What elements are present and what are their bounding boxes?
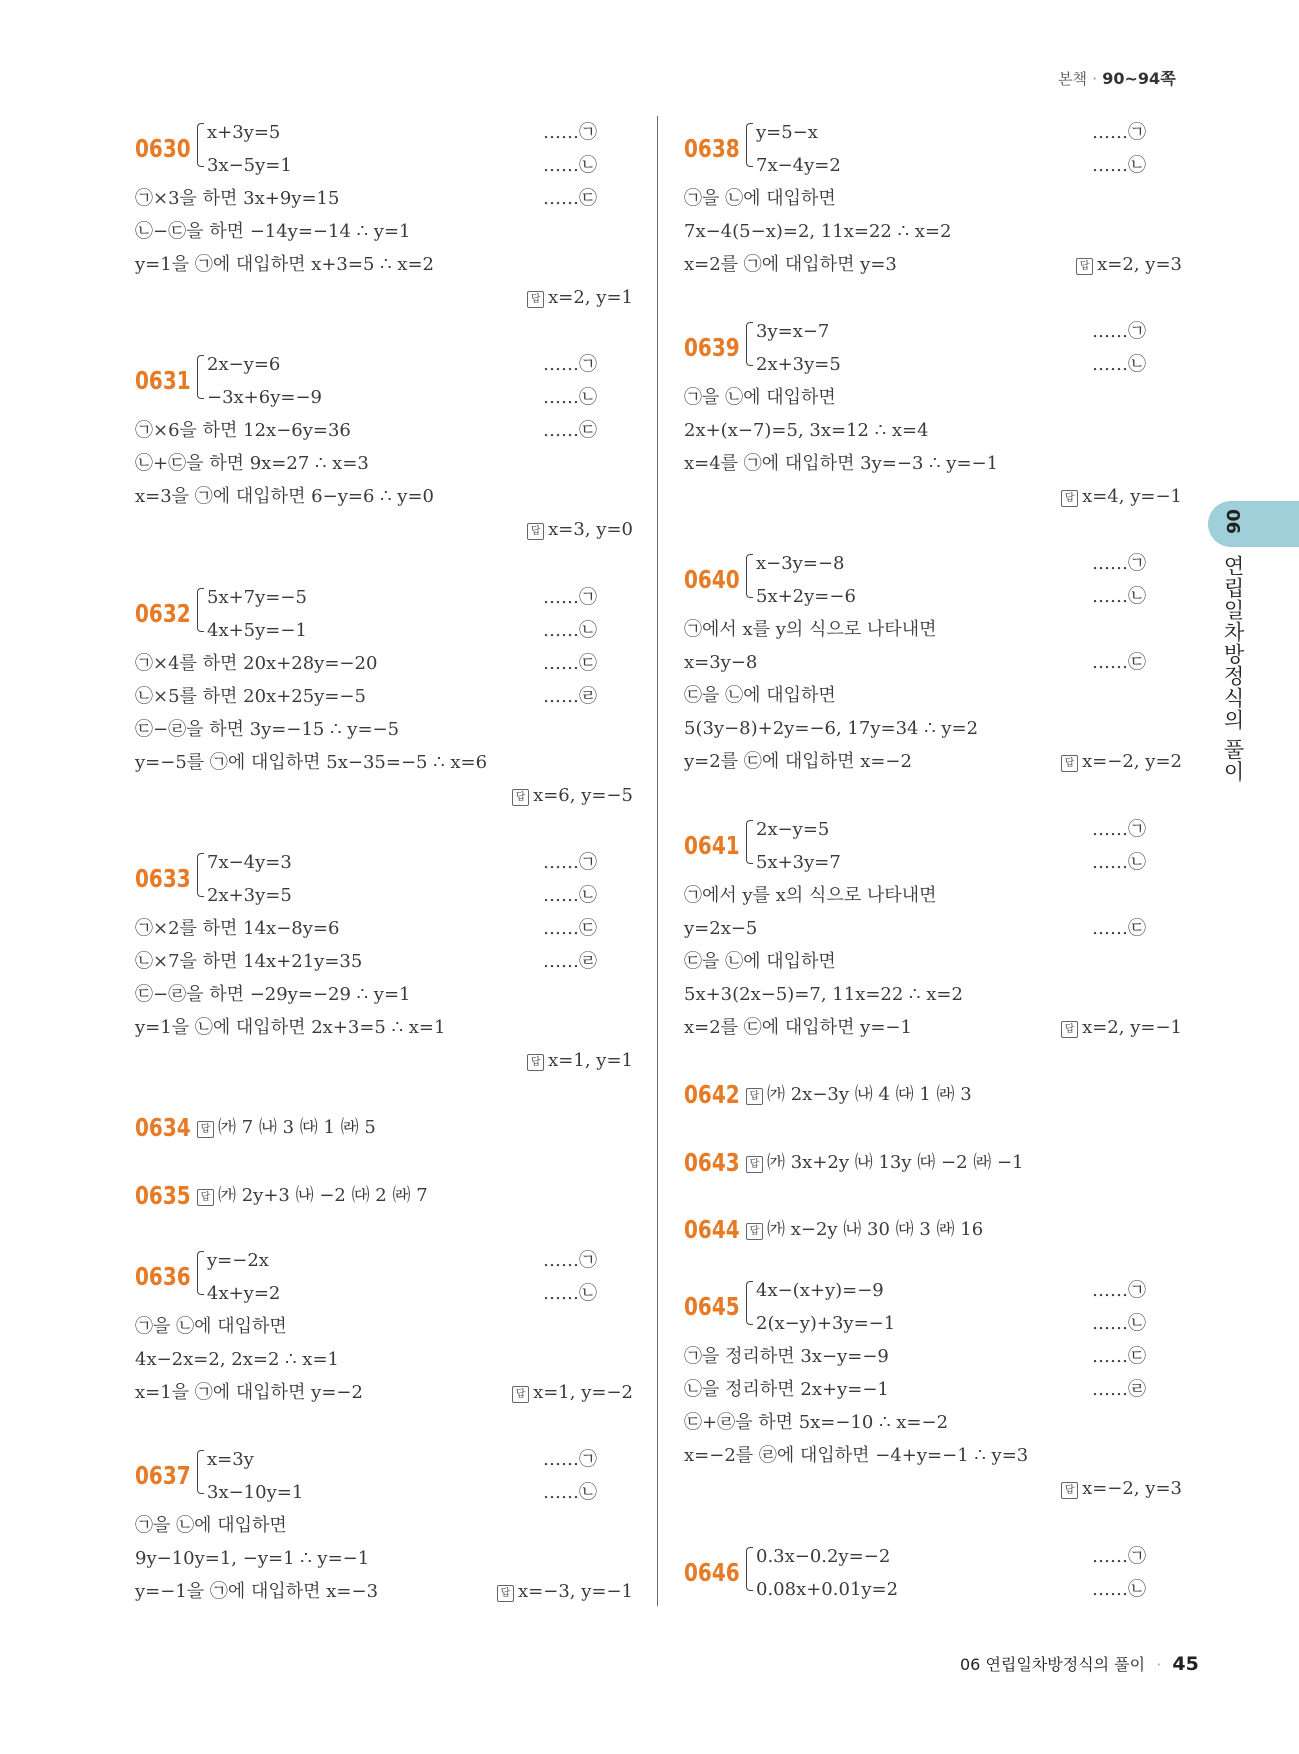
equation-line: 0.08x+0.01y=2 [756,1579,899,1600]
solution-line: y=2x−5 [684,918,758,939]
system-brace [746,123,753,167]
problem-number: 0646 [684,1558,740,1587]
system-brace [197,588,204,632]
footer-chapter-title: 연립일차방정식의 풀이 [985,1655,1146,1674]
answer [1061,1472,1182,1505]
answer [497,1575,633,1608]
solution-line: x=3y−8 [684,652,758,673]
equation-marker: ……㉠ [1092,1546,1146,1567]
answer [527,281,633,314]
equation-line: x−3y=−8 [756,553,845,574]
solution-line: x=−2를 ㉣에 대입하면 −4+y=−1 ∴ y=3 [684,1445,1029,1466]
solution-line: ㉠을 ㉡에 대입하면 [135,1316,287,1337]
chapter-tab-number: 06 [1222,508,1244,535]
system-brace [197,355,204,399]
system-brace [746,820,753,864]
equation-line: 2x+3y=5 [756,354,841,375]
answer-text: x=3, y=0 [548,519,633,540]
equation-marker: ……㉢ [1092,652,1146,673]
answer-icon: 답 [1061,1021,1078,1038]
problem-number: 0632 [135,599,191,628]
problem-number: 0644 [684,1215,740,1244]
problem-number: 0636 [135,1262,191,1291]
problem-number: 0640 [684,565,740,594]
solution-line: 2x+(x−7)=5, 3x=12 ∴ x=4 [684,420,929,441]
equation-marker: ……㉠ [1092,819,1146,840]
equation-marker: ……㉡ [543,1283,597,1304]
answer-line [197,1111,376,1144]
answer-icon: 답 [1061,1482,1078,1499]
solution-line: ㉢+㉣을 하면 5x=−10 ∴ x=−2 [684,1412,949,1433]
equation-marker: ……㉡ [543,620,597,641]
equation-marker: ……㉠ [543,852,597,873]
equation-marker: ……㉠ [543,1250,597,1271]
equation-marker: ……㉡ [1092,1313,1146,1334]
equation-line: 7x−4y=3 [207,852,292,873]
answer [527,1044,633,1077]
answer-icon: 답 [1061,755,1078,772]
solution-line: x=4를 ㉠에 대입하면 3y=−3 ∴ y=−1 [684,453,999,474]
problem-number: 0637 [135,1461,191,1490]
answer-icon: 답 [527,1054,544,1071]
problem-number: 0639 [684,333,740,362]
answer-text: x=6, y=−5 [533,785,633,806]
equation-marker: ……㉠ [1092,122,1146,143]
equation-line: 2x−y=5 [756,819,830,840]
equation-marker: ……㉡ [543,1482,597,1503]
equation-marker: ……㉢ [1092,918,1146,939]
equation-line: y=5−x [756,122,818,143]
answer [512,779,633,812]
problem-number: 0634 [135,1113,191,1142]
answer-line [746,1078,972,1111]
answer [1076,248,1182,281]
answer-icon: 답 [527,291,544,308]
equation-line: 4x−(x+y)=−9 [756,1280,884,1301]
answer [527,513,633,546]
equation-line: 2x−y=6 [207,354,281,375]
equation-marker: ……㉡ [543,885,597,906]
problem-number: 0635 [135,1181,191,1210]
solution-line: ㉠을 정리하면 3x−y=−9 [684,1346,889,1367]
equation-marker: ……㉢ [543,420,597,441]
system-brace [197,1251,204,1295]
equation-marker: ……㉢ [543,918,597,939]
solution-line: ㉡을 정리하면 2x+y=−1 [684,1379,889,1400]
solution-line: y=2를 ㉢에 대입하면 x=−2 [684,751,912,772]
answer-text: ㈎ 7 ㈏ 3 ㈐ 1 ㈑ 5 [218,1117,376,1138]
equation-marker: ……㉠ [1092,553,1146,574]
equation-marker: ……㉡ [1092,1579,1146,1600]
answer-icon: 답 [197,1189,214,1206]
solution-line: ㉠을 ㉡에 대입하면 [135,1515,287,1536]
solution-line: y=1을 ㉠에 대입하면 x+3=5 ∴ x=2 [135,254,434,275]
equation-line: −3x+6y=−9 [207,387,323,408]
answer-icon: 답 [497,1585,514,1602]
answer-text: ㈎ 2y+3 ㈏ −2 ㈐ 2 ㈑ 7 [218,1185,428,1206]
answer-text: x=−2, y=3 [1082,1478,1182,1499]
answer-text: ㈎ 3x+2y ㈏ 13y ㈐ −2 ㈑ −1 [767,1152,1024,1173]
system-brace [746,554,753,598]
solution-line: ㉠에서 x를 y의 식으로 나타내면 [684,619,937,640]
answer-text: x=4, y=−1 [1082,486,1182,507]
solution-line: ㉡×7을 하면 14x+21y=35 [135,951,363,972]
solution-line: ㉢을 ㉡에 대입하면 [684,951,836,972]
answer-text: x=2, y=1 [548,287,633,308]
answer-text: x=1, y=−2 [533,1382,633,1403]
solution-line: 5x+3(2x−5)=7, 11x=22 ∴ x=2 [684,984,963,1005]
equation-marker: ……㉡ [1092,852,1146,873]
answer-icon: 답 [512,789,529,806]
solution-line: ㉠×3을 하면 3x+9y=15 [135,188,340,209]
equation-marker: ……㉣ [543,686,597,707]
solution-line: y=−1을 ㉠에 대입하면 x=−3 [135,1581,379,1602]
solution-line: x=2를 ㉠에 대입하면 y=3 [684,254,897,275]
answer-icon: 답 [1061,490,1078,507]
page-range: 90~94쪽 [1102,69,1176,88]
answer-icon: 답 [1076,258,1093,275]
problem-number: 0641 [684,831,740,860]
system-brace [746,322,753,366]
equation-line: 2(x−y)+3y=−1 [756,1313,896,1334]
equation-line: 5x+7y=−5 [207,587,307,608]
equation-marker: ……㉠ [543,122,597,143]
equation-marker: ……㉡ [1092,354,1146,375]
problem-number: 0638 [684,134,740,163]
column-divider [657,116,658,1606]
answer-text: x=2, y=3 [1097,254,1182,275]
equation-marker: ……㉣ [1092,1379,1146,1400]
equation-line: 3y=x−7 [756,321,830,342]
equation-line: 0.3x−0.2y=−2 [756,1546,891,1567]
system-brace [197,123,204,167]
equation-marker: ……㉡ [1092,586,1146,607]
equation-marker: ……㉢ [1092,1346,1146,1367]
equation-marker: ……㉠ [543,354,597,375]
answer [1061,1011,1182,1044]
solution-line: 7x−4(5−x)=2, 11x=22 ∴ x=2 [684,221,952,242]
solution-line: ㉢−㉣을 하면 −29y=−29 ∴ y=1 [135,984,411,1005]
solution-line: x=1을 ㉠에 대입하면 y=−2 [135,1382,363,1403]
problem-number: 0631 [135,366,191,395]
solution-line: ㉠×6을 하면 12x−6y=36 [135,420,351,441]
equation-marker: ……㉡ [1092,155,1146,176]
equation-line: 3x−10y=1 [207,1482,304,1503]
book-label: 본책 [1058,70,1087,88]
equation-line: 5x+2y=−6 [756,586,856,607]
problem-number: 0645 [684,1292,740,1321]
system-brace [746,1547,753,1591]
answer-line [746,1213,983,1246]
solution-line: ㉢을 ㉡에 대입하면 [684,685,836,706]
equation-marker: ……㉠ [543,1449,597,1470]
answer-text: ㈎ x−2y ㈏ 30 ㈐ 3 ㈑ 16 [767,1219,984,1240]
solution-line: ㉢−㉣을 하면 3y=−15 ∴ y=−5 [135,719,400,740]
answer-text: x=1, y=1 [548,1050,633,1071]
answer-text: x=2, y=−1 [1082,1017,1182,1038]
answer-icon: 답 [527,523,544,540]
answer-text: x=−2, y=2 [1082,751,1182,772]
solution-line: ㉡+㉢을 하면 9x=27 ∴ x=3 [135,453,369,474]
answer-icon: 답 [197,1121,214,1138]
equation-line: x+3y=5 [207,122,281,143]
equation-marker: ……㉡ [543,387,597,408]
solution-line: y=−5를 ㉠에 대입하면 5x−35=−5 ∴ x=6 [135,752,488,773]
solution-line: y=1을 ㉡에 대입하면 2x+3=5 ∴ x=1 [135,1017,446,1038]
solution-line: x=3을 ㉠에 대입하면 6−y=6 ∴ y=0 [135,486,435,507]
solution-line: ㉠×4를 하면 20x+28y=−20 [135,653,378,674]
chapter-side-title: 연립일차방정식의 풀이 [1221,555,1245,783]
equation-marker: ……㉠ [543,587,597,608]
equation-marker: ……㉠ [1092,1280,1146,1301]
page-footer: 06 연립일차방정식의 풀이 · 45 [960,1653,1199,1675]
solution-line: ㉠을 ㉡에 대입하면 [684,387,836,408]
problem-number: 0642 [684,1080,740,1109]
equation-marker: ……㉢ [543,653,597,674]
answer-text: ㈎ 2x−3y ㈏ 4 ㈐ 1 ㈑ 3 [767,1084,972,1105]
solution-line: ㉡−㉢을 하면 −14y=−14 ∴ y=1 [135,221,411,242]
system-brace [197,853,204,897]
solution-line: ㉠을 ㉡에 대입하면 [684,188,836,209]
equation-marker: ……㉣ [543,951,597,972]
equation-line: y=−2x [207,1250,269,1271]
equation-line: 5x+3y=7 [756,852,841,873]
equation-line: 7x−4y=2 [756,155,841,176]
answer [1061,480,1182,513]
solution-line: 9y−10y=1, −y=1 ∴ y=−1 [135,1548,370,1569]
equation-line: 3x−5y=1 [207,155,292,176]
solution-line: ㉡×5를 하면 20x+25y=−5 [135,686,366,707]
answer [1061,745,1182,778]
page-number: 45 [1172,1653,1199,1675]
book-page-reference: 본책 · 90~94쪽 [1058,69,1176,88]
problem-number: 0633 [135,864,191,893]
answer-line [197,1179,428,1212]
equation-line: 2x+3y=5 [207,885,292,906]
equation-marker: ……㉢ [543,188,597,209]
equation-line: 4x+y=2 [207,1283,281,1304]
system-brace [197,1450,204,1494]
answer-icon: 답 [746,1088,763,1105]
answer-text: x=−3, y=−1 [518,1581,633,1602]
answer-icon: 답 [746,1156,763,1173]
solution-line: x=2를 ㉢에 대입하면 y=−1 [684,1017,912,1038]
problem-number: 0643 [684,1148,740,1177]
equation-marker: ……㉡ [543,155,597,176]
problem-number: 0630 [135,134,191,163]
answer-line [746,1146,1024,1179]
equation-line: x=3y [207,1449,254,1470]
solution-line: ㉠에서 y를 x의 식으로 나타내면 [684,885,937,906]
system-brace [746,1281,753,1325]
footer-chapter-number: 06 [960,1655,981,1674]
solution-line: ㉠×2를 하면 14x−8y=6 [135,918,340,939]
equation-marker: ……㉠ [1092,321,1146,342]
answer-icon: 답 [512,1386,529,1403]
solution-line: 5(3y−8)+2y=−6, 17y=34 ∴ y=2 [684,718,979,739]
equation-line: 4x+5y=−1 [207,620,307,641]
solution-line: 4x−2x=2, 2x=2 ∴ x=1 [135,1349,339,1370]
answer [512,1376,633,1409]
answer-icon: 답 [746,1223,763,1240]
